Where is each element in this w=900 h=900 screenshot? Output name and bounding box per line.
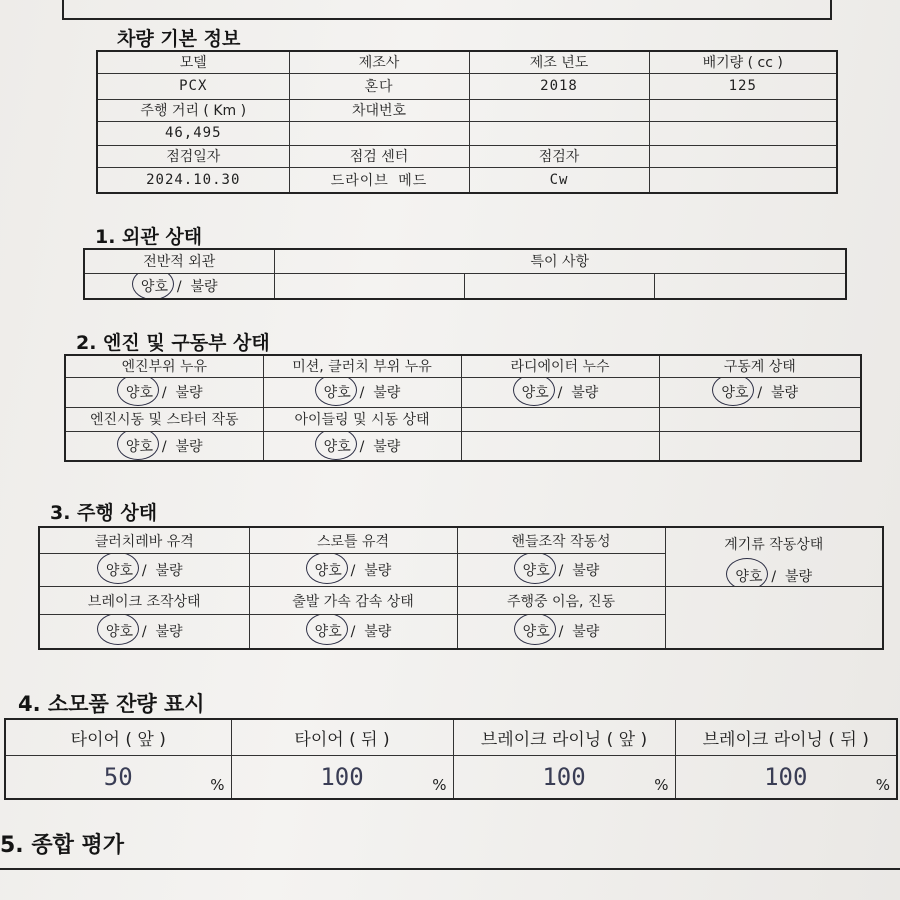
empty-cell [289, 121, 469, 145]
engine-title: 2. 엔진 및 구동부 상태 [76, 332, 270, 354]
selection-circle [306, 554, 348, 584]
empty-cell [469, 99, 649, 121]
empty-cell [469, 121, 649, 145]
label-drivetrain: 구동계 상태 [659, 355, 861, 377]
selection-circle [712, 377, 754, 406]
rating-handling: 양호 / 불량 [457, 554, 665, 587]
selection-circle [132, 273, 174, 299]
value-center: 드라이브 메드 [289, 167, 469, 193]
label-idling: 아이들링 및 시동 상태 [263, 407, 461, 431]
label-engine-start: 엔진시동 및 스타터 작동 [65, 407, 263, 431]
rating-good: 양호 [141, 276, 168, 296]
consumables-title: 4. 소모품 잔량 표시 [18, 692, 205, 716]
empty-cell [274, 273, 464, 299]
engine-table [64, 354, 862, 462]
label-overall-exterior: 전반적 외관 [84, 249, 274, 273]
value-inspector-signature: Cw [469, 167, 649, 193]
selection-circle [306, 615, 348, 646]
selection-circle [315, 377, 357, 406]
rating-acceleration: 양호 / 불량 [249, 615, 457, 649]
header-date: 점검일자 [97, 145, 289, 167]
rating-gauges: 양호 / 불량 [666, 566, 883, 586]
rating-engine-start: 양호 / 불량 [65, 431, 263, 461]
label-notes: 특이 사항 [274, 249, 846, 273]
label-gauges: 계기류 작동상태 [724, 537, 824, 553]
header-year: 제조 년도 [469, 51, 649, 73]
label-brake-operation: 브레이크 조작상태 [39, 587, 249, 615]
rating-radiator-leak: 양호 / 불량 [461, 377, 659, 407]
rating-throttle: 양호 / 불량 [249, 554, 457, 587]
empty-cell [654, 273, 846, 299]
selection-circle [117, 431, 159, 460]
selection-circle [97, 615, 139, 646]
consumables-table [4, 718, 898, 800]
label-acceleration: 출발 가속 감속 상태 [249, 587, 457, 615]
label-transmission-leak: 미션, 클러치 부위 누유 [263, 355, 461, 377]
selection-circle [514, 615, 556, 646]
value-rear-brake-lining: 100 % [675, 755, 897, 799]
header-inspector: 점검자 [469, 145, 649, 167]
empty-cell [461, 431, 659, 461]
header-box [62, 0, 832, 20]
empty-cell [649, 99, 837, 121]
selection-circle [97, 554, 139, 584]
rating-drivetrain: 양호 / 불량 [659, 377, 861, 407]
percent-unit: % [210, 776, 225, 794]
value-front-brake-lining: 100 % [453, 755, 675, 799]
value-front-tire: 50 % [5, 755, 231, 799]
rating-clutch-lever: 양호 / 불량 [39, 554, 249, 587]
label-front-tire: 타이어 ( 앞 ) [5, 719, 231, 755]
value-rear-tire: 100 % [231, 755, 453, 799]
label-noise-vibration: 주행중 이음, 진동 [457, 587, 665, 615]
empty-cell [649, 145, 837, 167]
header-maker: 제조사 [289, 51, 469, 73]
empty-cell [665, 587, 883, 649]
label-front-brake-lining: 브레이크 라이닝 ( 앞 ) [453, 719, 675, 755]
empty-cell [649, 121, 837, 145]
value-year: 2018 [469, 73, 649, 99]
gauges-cell [665, 527, 883, 587]
percent-unit: % [432, 776, 447, 794]
label-rear-brake-lining: 브레이크 라이닝 ( 뒤 ) [675, 719, 897, 755]
header-vin: 차대번호 [289, 99, 469, 121]
rating-bad: 불량 [190, 278, 218, 295]
label-radiator-leak: 라디에이터 누수 [461, 355, 659, 377]
value-date: 2024.10.30 [97, 167, 289, 193]
rating-brake-operation: 양호 / 불량 [39, 615, 249, 649]
percent-unit: % [654, 776, 669, 794]
selection-circle [514, 554, 556, 584]
summary-title: 5. 종합 평가 [0, 833, 124, 858]
summary-divider [0, 868, 900, 870]
selection-circle [315, 431, 357, 460]
basic-info-title: 차량 기본 정보 [117, 28, 241, 50]
empty-cell [464, 273, 654, 299]
label-rear-tire: 타이어 ( 뒤 ) [231, 719, 453, 755]
rating-transmission-leak: 양호 / 불량 [263, 377, 461, 407]
rating-overall-exterior [84, 273, 274, 299]
driving-table [38, 526, 884, 650]
empty-cell [659, 407, 861, 431]
selection-circle [513, 377, 555, 406]
value-mileage: 46,495 [97, 121, 289, 145]
header-mileage: 주행 거리 ( Km ) [97, 99, 289, 121]
empty-cell [659, 431, 861, 461]
empty-cell [461, 407, 659, 431]
value-model: PCX [97, 73, 289, 99]
value-maker: 혼다 [289, 73, 469, 99]
basic-info-table [96, 50, 838, 194]
value-cc: 125 [649, 73, 837, 99]
header-cc: 배기량 ( cc ) [649, 51, 837, 73]
rating-idling: 양호 / 불량 [263, 431, 461, 461]
header-model: 모델 [97, 51, 289, 73]
driving-title: 3. 주행 상태 [50, 502, 158, 524]
label-engine-leak: 엔진부위 누유 [65, 355, 263, 377]
exterior-table [83, 248, 847, 300]
rating-engine-leak: 양호 / 불량 [65, 377, 263, 407]
empty-cell [649, 167, 837, 193]
selection-circle [726, 558, 768, 587]
rating-separator: / [176, 278, 182, 295]
selection-circle [117, 377, 159, 406]
label-throttle: 스로틀 유격 [249, 527, 457, 554]
header-center: 점검 센터 [289, 145, 469, 167]
label-clutch-lever: 클러치레바 유격 [39, 527, 249, 554]
rating-noise-vibration: 양호 / 불량 [457, 615, 665, 649]
label-handling: 핸들조작 작동성 [457, 527, 665, 554]
percent-unit: % [875, 776, 890, 794]
exterior-title: 1. 외관 상태 [95, 226, 203, 248]
